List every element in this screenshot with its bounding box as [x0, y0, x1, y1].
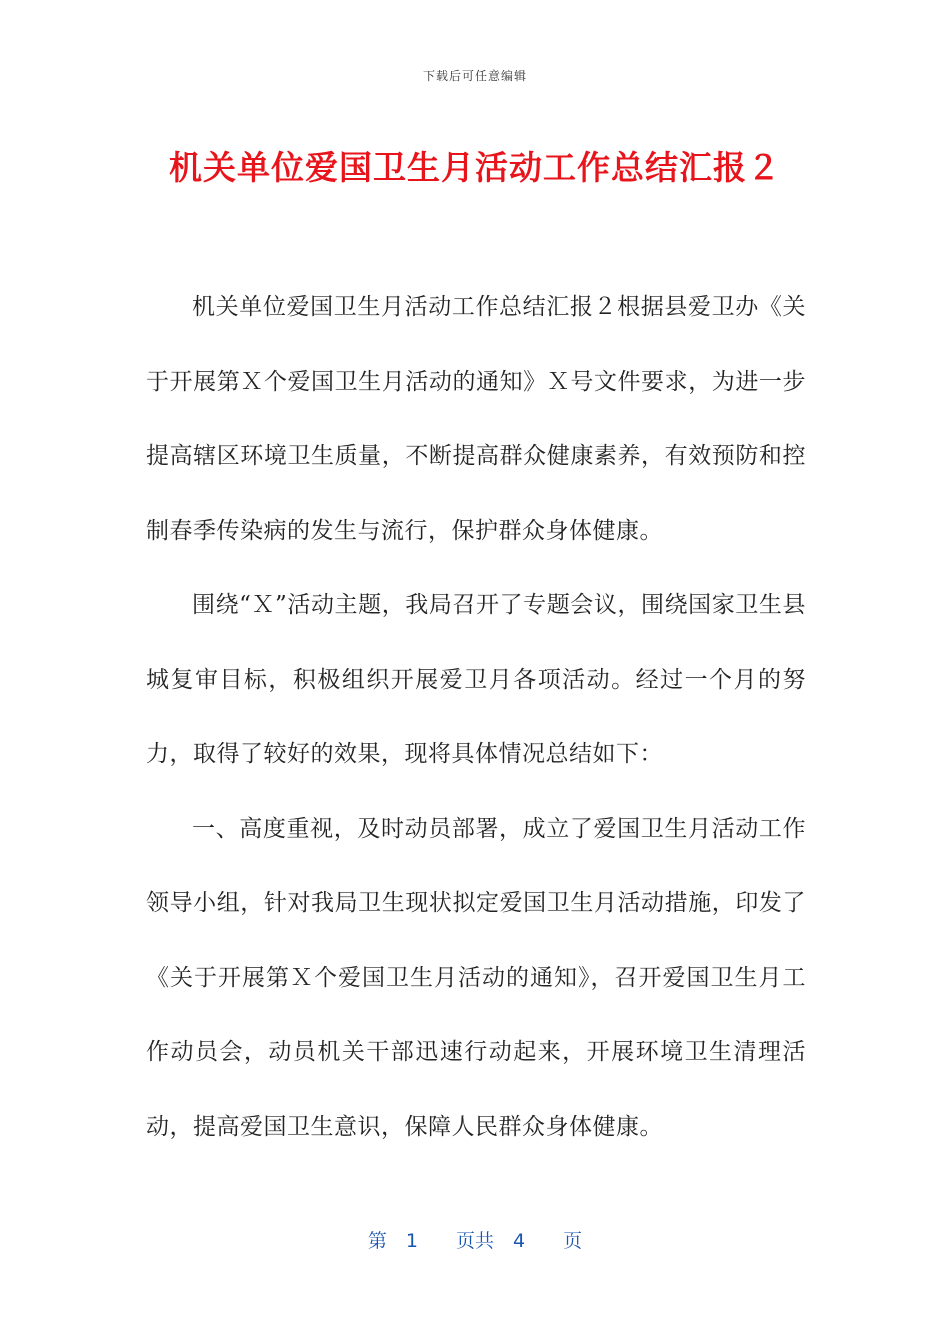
paragraph-intro: 机关单位爱国卫生月活动工作总结汇报２根据县爱卫办《关于开展第Ｘ个爱国卫生月活动的通知》Ｘ号文件要求，为进一步提高辖区环境卫生质量，不断提高群众健康素养，有效预防和控制春季传染病的发生与流行，保护群众身体健康。 [146, 294, 806, 544]
document-body [146, 270, 806, 1164]
document-title: 机关单位爱国卫生月活动工作总结汇报２ [169, 148, 781, 187]
header-note: 下载后可任意编辑 [422, 69, 527, 83]
page-number-footer: 第 1 页共 4 页 [367, 1230, 583, 1252]
paragraph-theme: 围绕“Ｘ”活动主题，我局召开了专题会议，围绕国家卫生县城复审目标，积极组织开展爱卫月各项活动。经过一个月的努力，取得了较好的效果，现将具体情况总结如下： [146, 592, 806, 767]
paragraph-section-one: 一、高度重视，及时动员部署，成立了爱国卫生月活动工作领导小组，针对我局卫生现状拟定爱国卫生月活动措施，印发了《关于开展第Ｘ个爱国卫生月活动的通知》，召开爱国卫生月工作动员会，动员机关干部迅速行动起来，开展环境卫生清理活动，提高爱国卫生意识，保障人民群众身体健康。 [146, 815, 806, 1140]
